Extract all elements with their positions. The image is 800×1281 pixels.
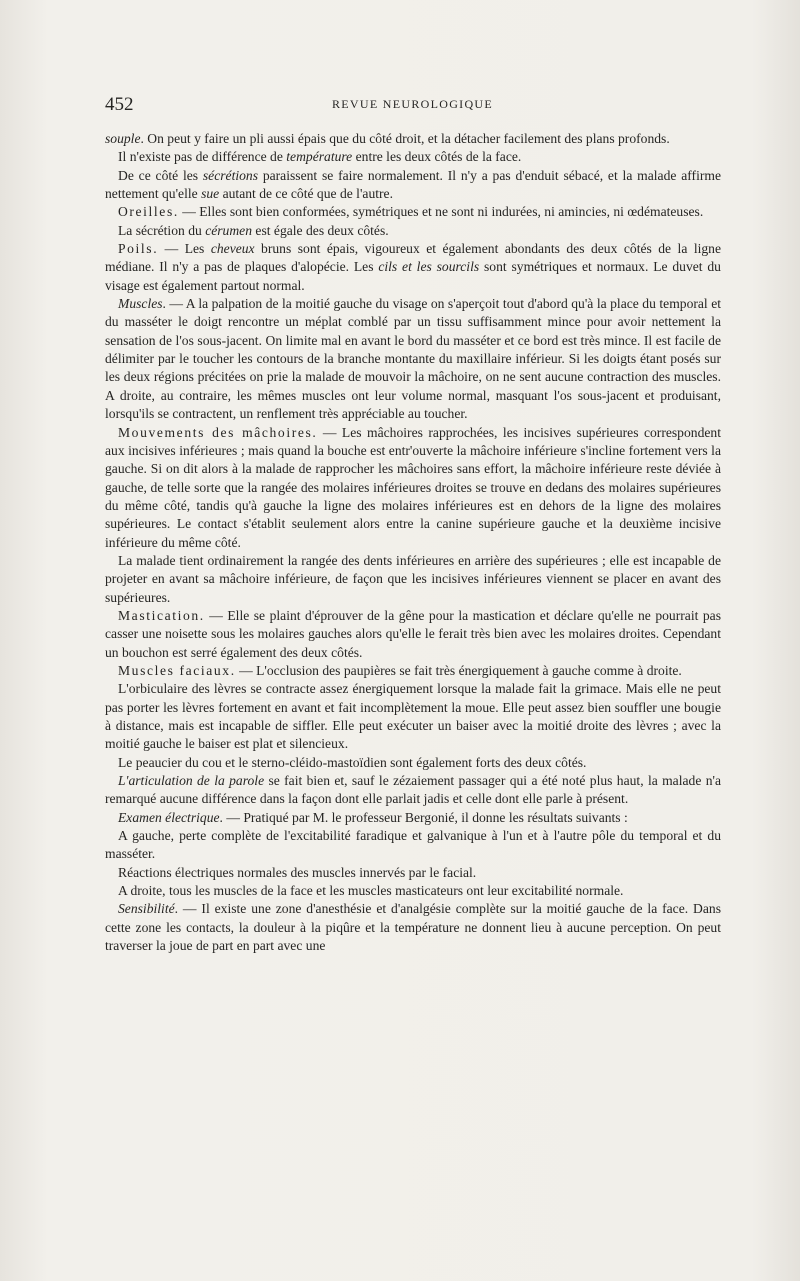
paragraph: De ce côté les sécrétions paraissent se faire normalement. Il n'y a pas d'enduit sébacé, et la malade affirme nettement qu'elle sue autant de ce côté que de l'autre. bbox=[105, 167, 721, 202]
paragraph: Le peaucier du cou et le sterno-cléido-mastoïdien sont également forts des deux côtés. bbox=[118, 754, 587, 770]
paragraph: Il n'existe pas de différence de température entre les deux côtés de la face. bbox=[118, 149, 522, 165]
paragraph: Muscles faciaux. — L'occlusion des paupières se fait très énergiquement à gauche comme à droite. bbox=[118, 662, 682, 678]
running-header bbox=[105, 94, 720, 116]
paragraph: Sensibilité. — Il existe une zone d'anesthésie et d'analgésie complète sur la moitié gauche de la face. Dans cette zone les contacts, la douleur à la piqûre et la température ne donnent lieu à aucune perception. On peut traverser la joue de part en part avec une bbox=[105, 901, 721, 954]
paragraph: A gauche, perte complète de l'excitabilité faradique et galvanique à l'un et à l'autre pôle du temporal et du masséter. bbox=[105, 828, 721, 862]
paragraph: Muscles. — A la palpation de la moitié gauche du visage on s'aperçoit tout d'abord qu'à la place du temporal et du masséter le doigt rencontre un méplat comblé par un tissu suffisamment mince pour avoir nettement la sensation de l'os sous-jacent. On limite mal en avant le bord du masséter et ce bord est très mince. Il est facile de délimiter par le toucher les contours de la branche montante du maxillaire inférieur. Si les doigts étant posés sur les deux régions précitées on prie la malade de mouvoir la mâchoire, on ne sent aucune contraction des muscles. A droite, au contraire, les mêmes muscles ont leur volume normal, masquant l'os sous-jacent et produisant, lorsqu'ils se contractent, un renflement très appréciable au toucher. bbox=[105, 296, 721, 422]
paragraph: L'articulation de la parole se fait bien et, sauf le zézaiement passager qui a été noté plus haut, la malade n'a remarqué aucune différence dans la façon dont elle parlait jadis et celle dont elle parle à présent. bbox=[105, 773, 721, 807]
body-text bbox=[105, 130, 721, 955]
paragraph: Mastication. — Elle se plaint d'éprouver de la gêne pour la mastication et déclare qu'elle ne pourrait pas casser une noisette sous les molaires gauches alors qu'elle le ferait très bien avec les molaires droites. Cependant un bouchon est serré également des deux côtés. bbox=[105, 607, 721, 660]
paragraph: A droite, tous les muscles de la face et les muscles masticateurs ont leur excitabilité normale. bbox=[118, 883, 624, 899]
paragraph: Réactions électriques normales des muscles innervés par le facial. bbox=[118, 864, 477, 880]
paragraph: L'orbiculaire des lèvres se contracte assez énergiquement lorsque la malade fait la grimace. Mais elle ne peut pas porter les lèvres fortement en avant et fait incomplètement la moue. Elle peut assez bien souffler une bougie à distance, mais est incapable de siffler. Elle peut exécuter un baiser avec la moitié droite des lèvres ; avec la moitié gauche le baiser est plat et silencieux. bbox=[105, 681, 721, 752]
paragraph: La sécrétion du cérumen est égale des deux côtés. bbox=[118, 222, 389, 238]
paragraph: La malade tient ordinairement la rangée des dents inférieures en arrière des supérieures ; elle est incapable de projeter en avant sa mâchoire inférieure, de façon que les incisives inférieures viennent se placer en avant des supérieures. bbox=[105, 552, 721, 605]
page-number: 452 bbox=[105, 94, 134, 115]
paragraph: souple. On peut y faire un pli aussi épais que du côté droit, et la détacher facilement des plans profonds. bbox=[105, 131, 670, 146]
paragraph: Poils. — Les cheveux bruns sont épais, vigoureux et également abondants des deux côtés de la ligne médiane. Il n'y a pas de plaques d'alopécie. Les cils et les sourcils sont symétriques et normaux. Le duvet du visage est également partout normal. bbox=[105, 241, 722, 293]
paragraph: Oreilles. — Elles sont bien conformées, symétriques et ne sont ni indurées, ni amincies, ni œdémateuses. bbox=[118, 204, 704, 220]
paragraph: Examen électrique. — Pratiqué par M. le professeur Bergonié, il donne les résultats suivants : bbox=[118, 809, 628, 825]
running-title: REVUE NEUROLOGIQUE bbox=[331, 97, 494, 111]
paragraph: Mouvements des mâchoires. — Les mâchoires rapprochées, les incisives supérieures correspondent aux incisives inférieures ; mais quand la bouche est entr'ouverte la mâchoire inférieure s'incline fortement vers la gauche. Si on dit alors à la malade de rapprocher les mâchoires sans effort, la mâchoire inférieure reste déviée à gauche, de telle sorte que la rangée des molaires inférieures droites se trouve en dedans des molaires supérieures du même côté, tandis qu'à gauche la ligne des molaires inférieures est en dehors de la ligne des molaires supérieures. Le contact s'établit seulement alors entre la canine supérieure gauche et la deuxième incisive inférieure du même côté. bbox=[105, 424, 721, 550]
